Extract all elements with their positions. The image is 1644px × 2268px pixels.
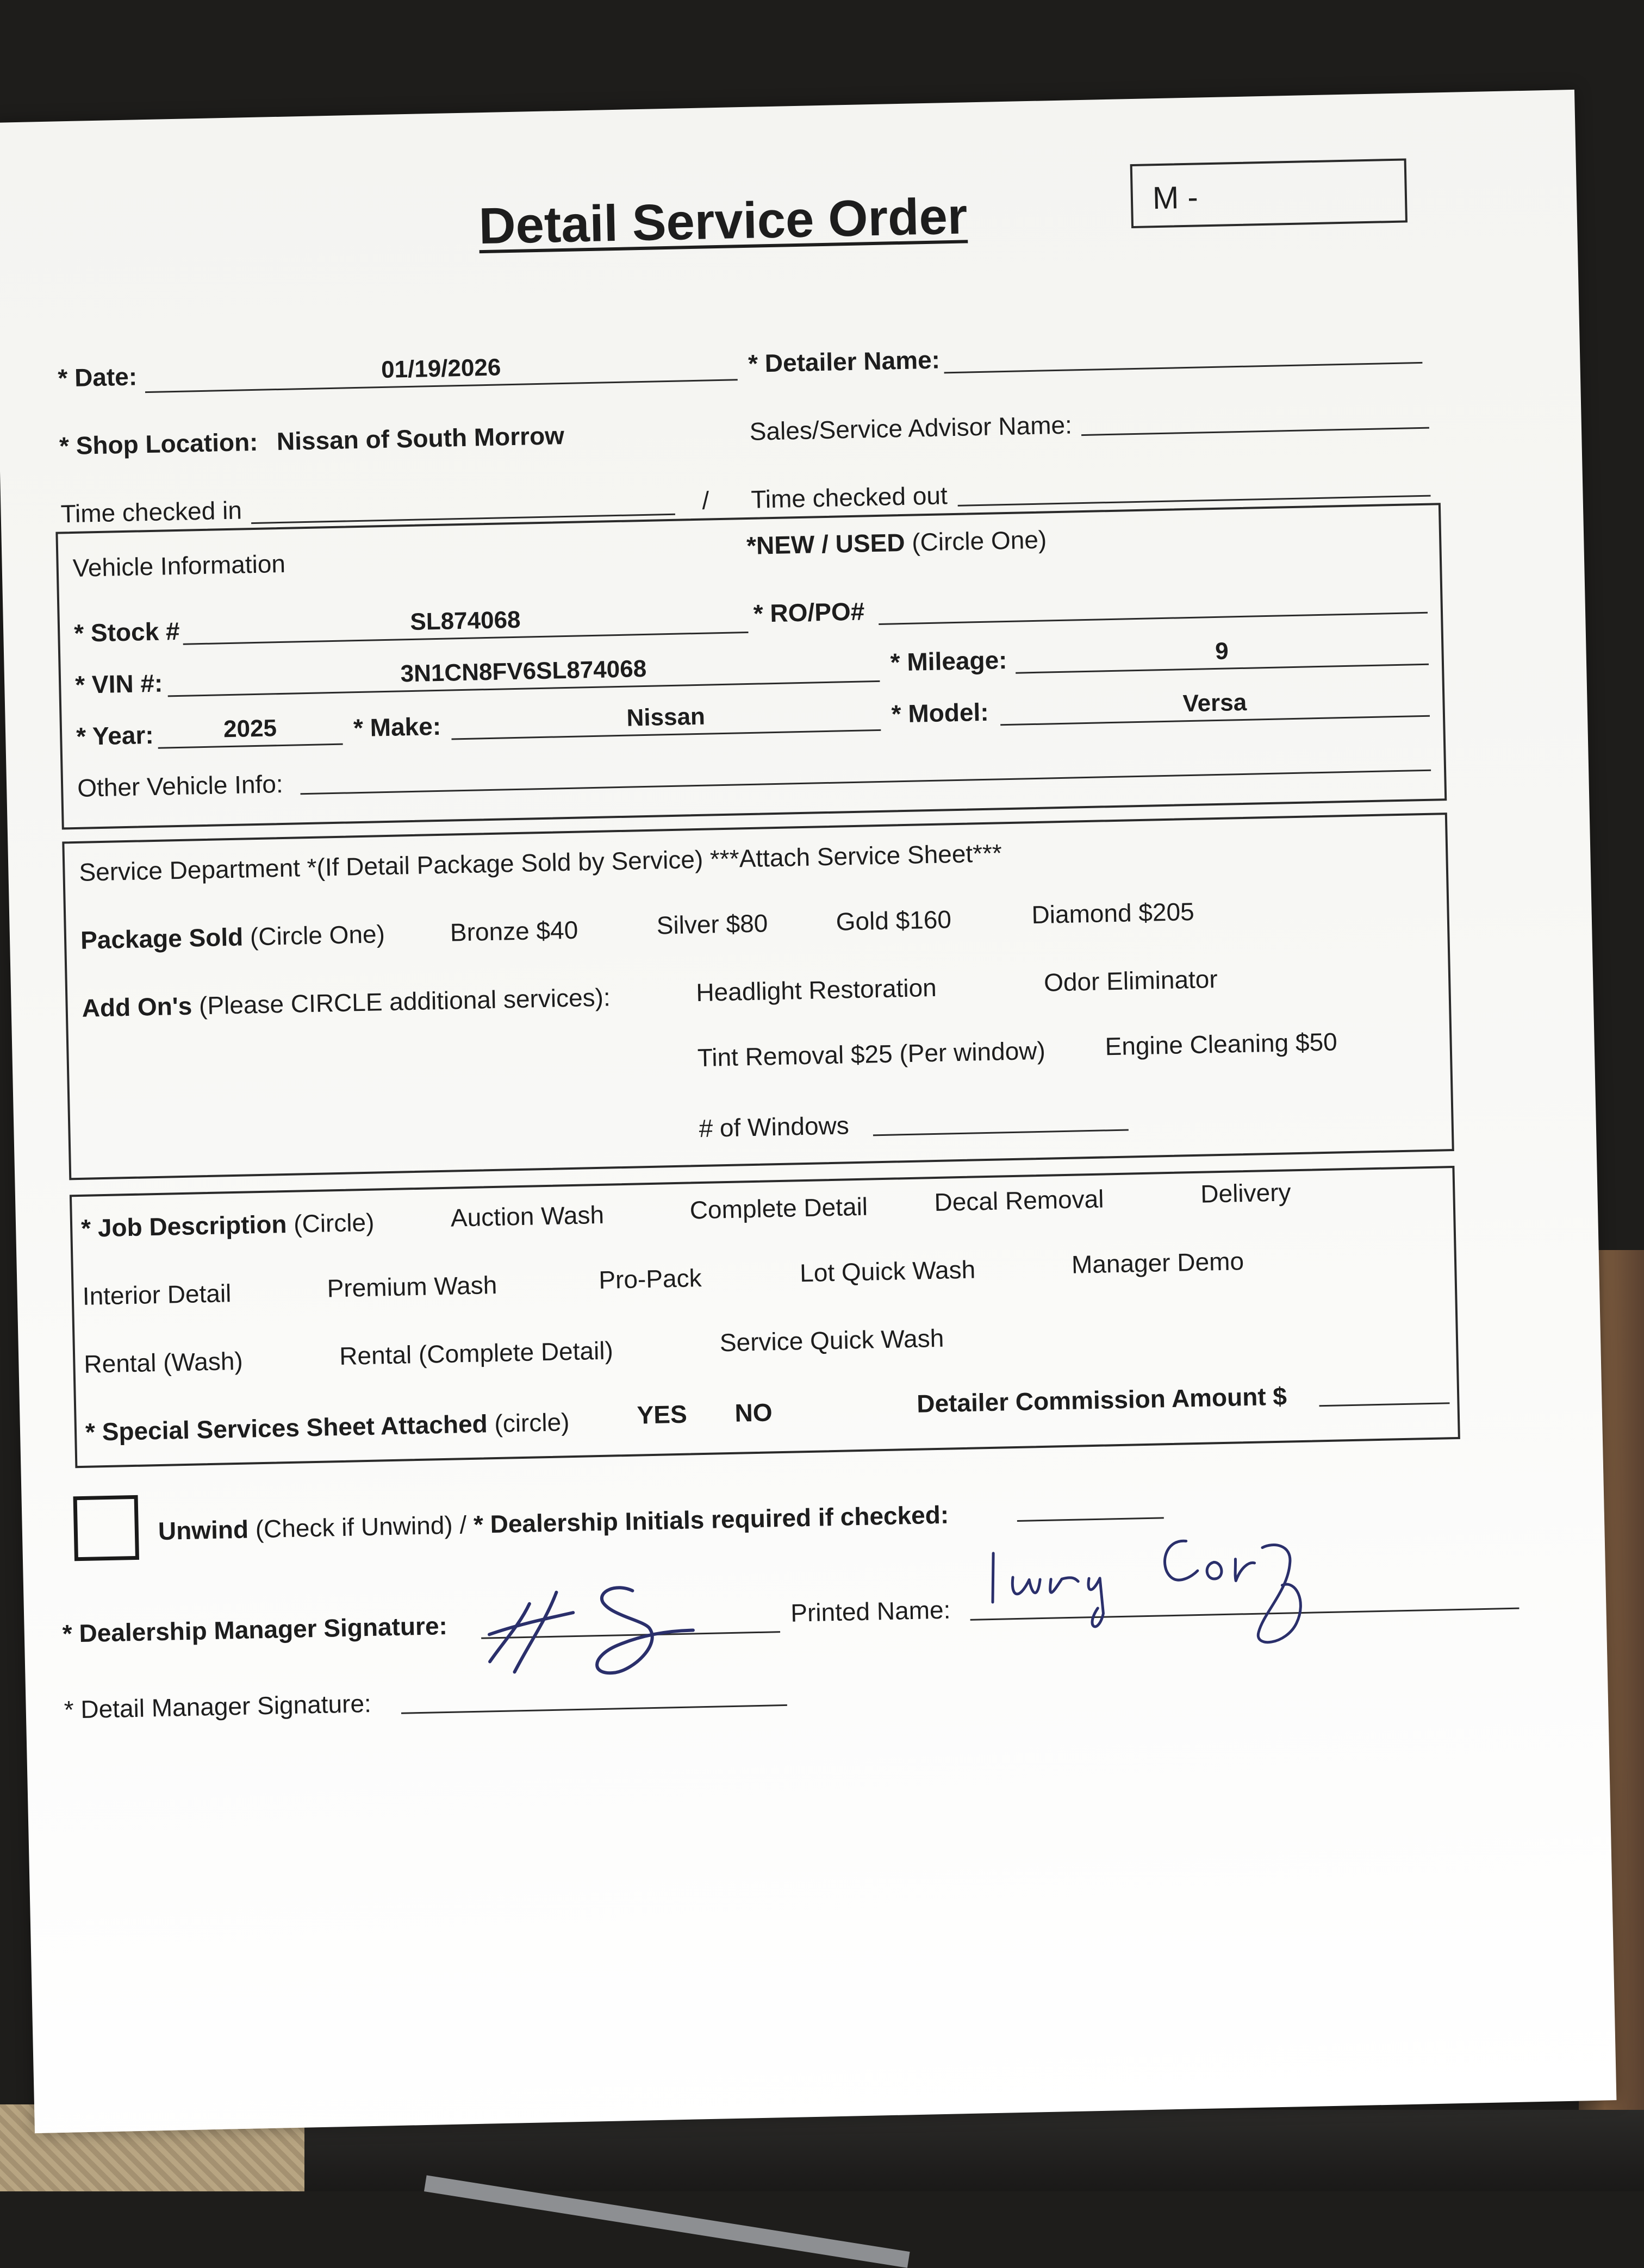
job-auction-wash[interactable]: Auction Wash [450, 1200, 605, 1232]
special-services-label: * Special Services Sheet Attached [85, 1409, 488, 1446]
time-separator: / [701, 486, 709, 515]
package-gold[interactable]: Gold $160 [836, 905, 952, 936]
service-order-sheet [0, 90, 1616, 2133]
unwind-label: Unwind [158, 1515, 249, 1546]
year-value: 2025 [223, 715, 277, 743]
job-premium-wash[interactable]: Premium Wash [327, 1270, 497, 1303]
package-diamond[interactable]: Diamond $205 [1031, 897, 1195, 929]
advisor-name-label: Sales/Service Advisor Name: [749, 410, 1073, 446]
printed-name-handwriting [979, 1513, 1384, 1662]
mileage-label: * Mileage: [890, 646, 1007, 677]
detailer-name-field[interactable] [944, 362, 1423, 373]
job-description-hint: (Circle) [293, 1208, 375, 1238]
package-sold-label: Package Sold [80, 922, 244, 954]
add-ons-hint: (Please CIRCLE additional services): [198, 983, 611, 1020]
stock-label: * Stock # [73, 616, 180, 647]
vehicle-info-heading: Vehicle Information [72, 549, 286, 582]
ro-po-label: * RO/PO# [753, 597, 865, 628]
package-bronze[interactable]: Bronze $40 [450, 915, 578, 947]
addon-headlight[interactable]: Headlight Restoration [695, 973, 937, 1007]
page-title: Detail Service Order [478, 187, 968, 255]
manager-signature-label: * Dealership Manager Signature: [62, 1611, 448, 1648]
printed-name-label: Printed Name: [790, 1595, 951, 1627]
initials-label: * Dealership Initials required if checked: [473, 1500, 949, 1539]
unwind-checkbox[interactable] [73, 1495, 139, 1561]
add-ons-label: Add On's [82, 991, 192, 1022]
unwind-hint: (Check if Unwind) / [255, 1510, 467, 1544]
shop-location-value: Nissan of South Morrow [276, 421, 565, 456]
service-heading: Service Department *(If Detail Package Sold by Service) ***Attach Service Sheet*** [78, 839, 1002, 886]
unwind-row [158, 1500, 949, 1546]
advisor-name-field[interactable] [1081, 427, 1429, 436]
vin-label: * VIN #: [74, 668, 163, 699]
detail-manager-signature-label: * Detail Manager Signature: [64, 1689, 372, 1724]
new-used-label: *NEW / USED [746, 528, 906, 560]
job-interior-detail[interactable]: Interior Detail [82, 1279, 232, 1310]
shop-location-label: * Shop Location: [59, 427, 258, 460]
stock-value: SL874068 [409, 606, 521, 635]
model-label: * Model: [891, 697, 989, 728]
date-label: * Date: [57, 362, 138, 392]
date-value: 01/19/2026 [381, 354, 501, 384]
special-services-no[interactable]: NO [734, 1398, 773, 1427]
job-description-row [81, 1208, 375, 1243]
new-used-hint: (Circle One) [911, 525, 1047, 557]
addon-tint-removal[interactable]: Tint Removal $25 (Per window) [697, 1036, 1046, 1072]
m-number-label: M - [1152, 179, 1199, 216]
make-value: Nissan [626, 703, 706, 732]
time-in-label: Time checked in [60, 496, 242, 528]
package-sold-hint: (Circle One) [250, 920, 385, 951]
vin-value: 3N1CN8FV6SL874068 [400, 655, 647, 688]
job-delivery[interactable]: Delivery [1200, 1178, 1292, 1208]
job-rental-complete-detail[interactable]: Rental (Complete Detail) [339, 1336, 614, 1371]
time-out-label: Time checked out [750, 481, 948, 514]
job-rental-wash[interactable]: Rental (Wash) [83, 1346, 244, 1378]
mileage-value: 9 [1215, 638, 1229, 665]
year-label: * Year: [76, 720, 154, 751]
job-decal-removal[interactable]: Decal Removal [934, 1184, 1104, 1217]
job-complete-detail[interactable]: Complete Detail [689, 1192, 868, 1224]
job-lot-quick-wash[interactable]: Lot Quick Wash [799, 1255, 976, 1288]
addon-odor[interactable]: Odor Eliminator [1043, 965, 1218, 997]
special-services-hint: (circle) [494, 1408, 570, 1438]
addon-engine-cleaning[interactable]: Engine Cleaning $50 [1105, 1027, 1338, 1061]
commission-label: Detailer Commission Amount $ [916, 1382, 1287, 1418]
detailer-name-label: * Detailer Name: [748, 345, 941, 378]
new-used-selector[interactable] [746, 524, 1047, 560]
special-services-yes[interactable]: YES [637, 1399, 688, 1429]
manager-handwritten-signature [479, 1557, 711, 1686]
model-value: Versa [1182, 689, 1247, 717]
other-info-label: Other Vehicle Info: [77, 769, 284, 802]
job-service-quick-wash[interactable]: Service Quick Wash [719, 1323, 944, 1357]
windows-label: # of Windows [699, 1111, 850, 1143]
job-description-label: * Job Description [80, 1210, 287, 1242]
make-label: * Make: [353, 711, 441, 742]
package-silver[interactable]: Silver $80 [656, 909, 768, 940]
job-manager-demo[interactable]: Manager Demo [1071, 1247, 1244, 1279]
detail-manager-signature-field[interactable] [401, 1704, 787, 1714]
job-pro-pack[interactable]: Pro-Pack [598, 1264, 702, 1294]
